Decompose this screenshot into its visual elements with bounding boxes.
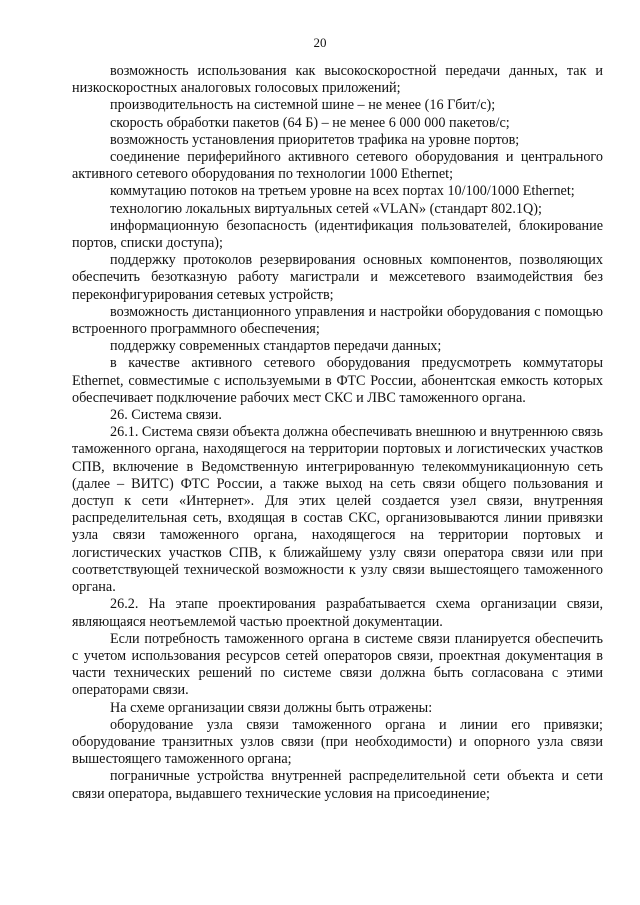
document-body [72,63,603,803]
paragraph: скорость обработки пакетов (64 Б) – не менее 6 000 000 пакетов/с; [110,114,510,131]
paragraph: технологию локальных виртуальных сетей «VLAN» (стандарт 802.1Q); [110,200,542,217]
paragraph: поддержку современных стандартов передачи данных; [110,338,442,355]
paragraph: поддержку протоколов резервирования основных компонентов, позволяющих обеспечить безотказную работу магистрали и межсетевого взаимодействия без переконфигурирования сетевых устройств; [72,252,603,303]
paragraph: пограничные устройства внутренней распределительной сети объекта и сети связи оператора, выдавшего технические условия на присоединение; [72,768,603,802]
page-number: 20 [313,35,327,50]
paragraph: Если потребность таможенного органа в системе связи планируется обеспечить с учетом использования ресурсов сетей операторов связи, проектная документация в части технических решений по системе связи должна быть согласована с этими операторами связи. [72,630,603,699]
paragraph: возможность использования как высокоскоростной передачи данных, так и низкоскоростных аналоговых голосовых приложений; [72,63,603,97]
paragraph: 26.1. Система связи объекта должна обеспечивать внешнюю и внутреннюю связь таможенного органа, находящегося на территории портовых и логистических участков СПВ, включение в Ведомственную интегрированную телекоммуникационную сеть (далее – ВИТС) ФТС России, а также выход на сеть связи общего пользования и доступ к сети «Интернет». Для этих целей создается узел связи, внутренняя распределительная сеть, входящая в состав СКС, организовываются линии привязки узла связи таможенного органа, находящегося на территории портовых и логистических участков СПВ, к ближайшему узлу связи оператора связи или при соответствующей технической возможности к узлу связи вышестоящего таможенного органа. [72,424,604,596]
section-heading: 26. Система связи. [110,407,222,424]
paragraph: возможность установления приоритетов трафика на уровне портов; [110,131,520,148]
paragraph: информационную безопасность (идентификация пользователей, блокирование портов, списки доступа); [72,217,603,252]
paragraph: соединение периферийного активного сетевого оборудования и центрального активного сетевого оборудования по технологии 1000 Ethernet; [72,149,603,183]
paragraph: оборудование узла связи таможенного органа и линии его привязки; оборудование транзитных узлов связи (при необходимости) и опорного узла связи вышестоящего таможенного органа; [72,716,603,768]
paragraph: производительность на системной шине – не менее (16 Гбит/с); [110,97,496,114]
paragraph: коммутацию потоков на третьем уровне на всех портах 10/100/1000 Ethernet; [110,183,575,200]
paragraph: 26.2. На этапе проектирования разрабатывается схема организации связи, являющаяся неотъемлемой частью проектной документации. [72,596,603,630]
paragraph: возможность дистанционного управления и настройки оборудования с помощью встроенного программного обеспечения; [72,303,603,338]
paragraph: в качестве активного сетевого оборудования предусмотреть коммутаторы Ethernet, совместимые с используемыми в ФТС России, абонентская емкость которых обеспечивает подключение рабочих мест СКС и ЛВС таможенного органа. [72,355,603,406]
paragraph: На схеме организации связи должны быть отражены: [110,699,433,716]
